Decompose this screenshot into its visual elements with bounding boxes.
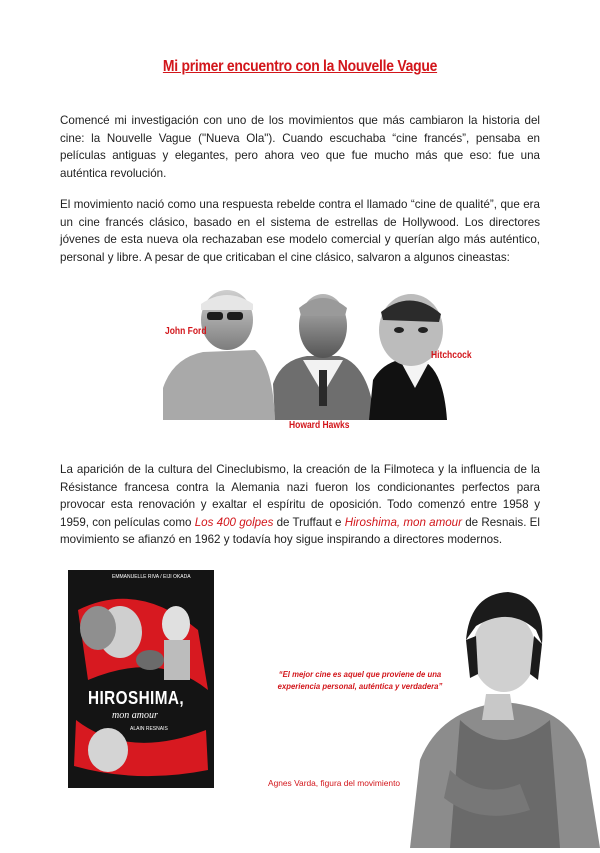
poster-title: HIROSHIMA,: [88, 688, 185, 708]
poster-credits: EMMANUELLE RIVA / EIJI OKADA: [112, 574, 191, 580]
portrait-illustration: [410, 570, 600, 848]
directors-photo: [163, 288, 472, 431]
label-john-ford: John Ford: [165, 326, 207, 337]
label-hitchcock: Hitchcock: [431, 350, 472, 361]
intro-paragraph: Comencé mi investigación con uno de los movimientos que más cambiaron la historia del cine: la Nouvelle Vague ("Nueva Ola"). Cuando escuchaba “cine francés”, pensaba en películas antiguas y elegantes, pero ahora veo que fue mucho más que eso: fue una auténtica revolución.: [60, 114, 540, 180]
varda-caption: Agnes Varda, figura del movimiento: [268, 778, 401, 788]
film-title-400-golpes: Los 400 golpes: [194, 515, 274, 529]
label-howard-hawks: Howard Hawks: [289, 420, 350, 431]
agnes-varda-portrait: [410, 570, 600, 848]
poster-director: ALAIN RESNAIS: [130, 726, 168, 732]
page-title: Mi primer encuentro con la Nouvelle Vague: [162, 58, 438, 75]
context-text-a: La aparición de la cultura del Cineclubismo, la creación de la Filmoteca y la influencia de la Résistance francesa contra la Alemania nazi fueron los condicionantes perfectos para provocar esta renovación y exaltar el espíritu de oposición. Todo comenzó entre 1958 y 1959, con películas como: [60, 463, 540, 529]
context-text-c: de Resnais. El movimiento se afianzó en 1962 y todavía hoy sigue inspirando a directores modernos.: [60, 515, 540, 547]
film-title-hiroshima: Hiroshima, mon amour: [344, 515, 462, 529]
poster-illustration: [68, 570, 214, 788]
varda-quote: “El mejor cine es aquel que proviene de una experiencia personal, auténtica y verdadera”: [277, 669, 443, 691]
hiroshima-poster: [68, 570, 214, 788]
directors-illustration: [163, 288, 447, 420]
context-text-b: de Truffaut e: [273, 515, 345, 529]
poster-subtitle: mon amour: [112, 710, 158, 721]
movement-paragraph: El movimiento nació como una respuesta rebelde contra el llamado “cine de qualité”, que era un cine francés clásico, basado en el sistema de estrellas de Hollywood. Los directores jóvenes de esta nueva ola rechazaban ese modelo comercial y querían algo más auténtico, personal y libre. A pesar de que criticaban el cine clásico, salvaron a algunos cineastas:: [60, 198, 540, 264]
context-paragraph: [60, 461, 540, 549]
